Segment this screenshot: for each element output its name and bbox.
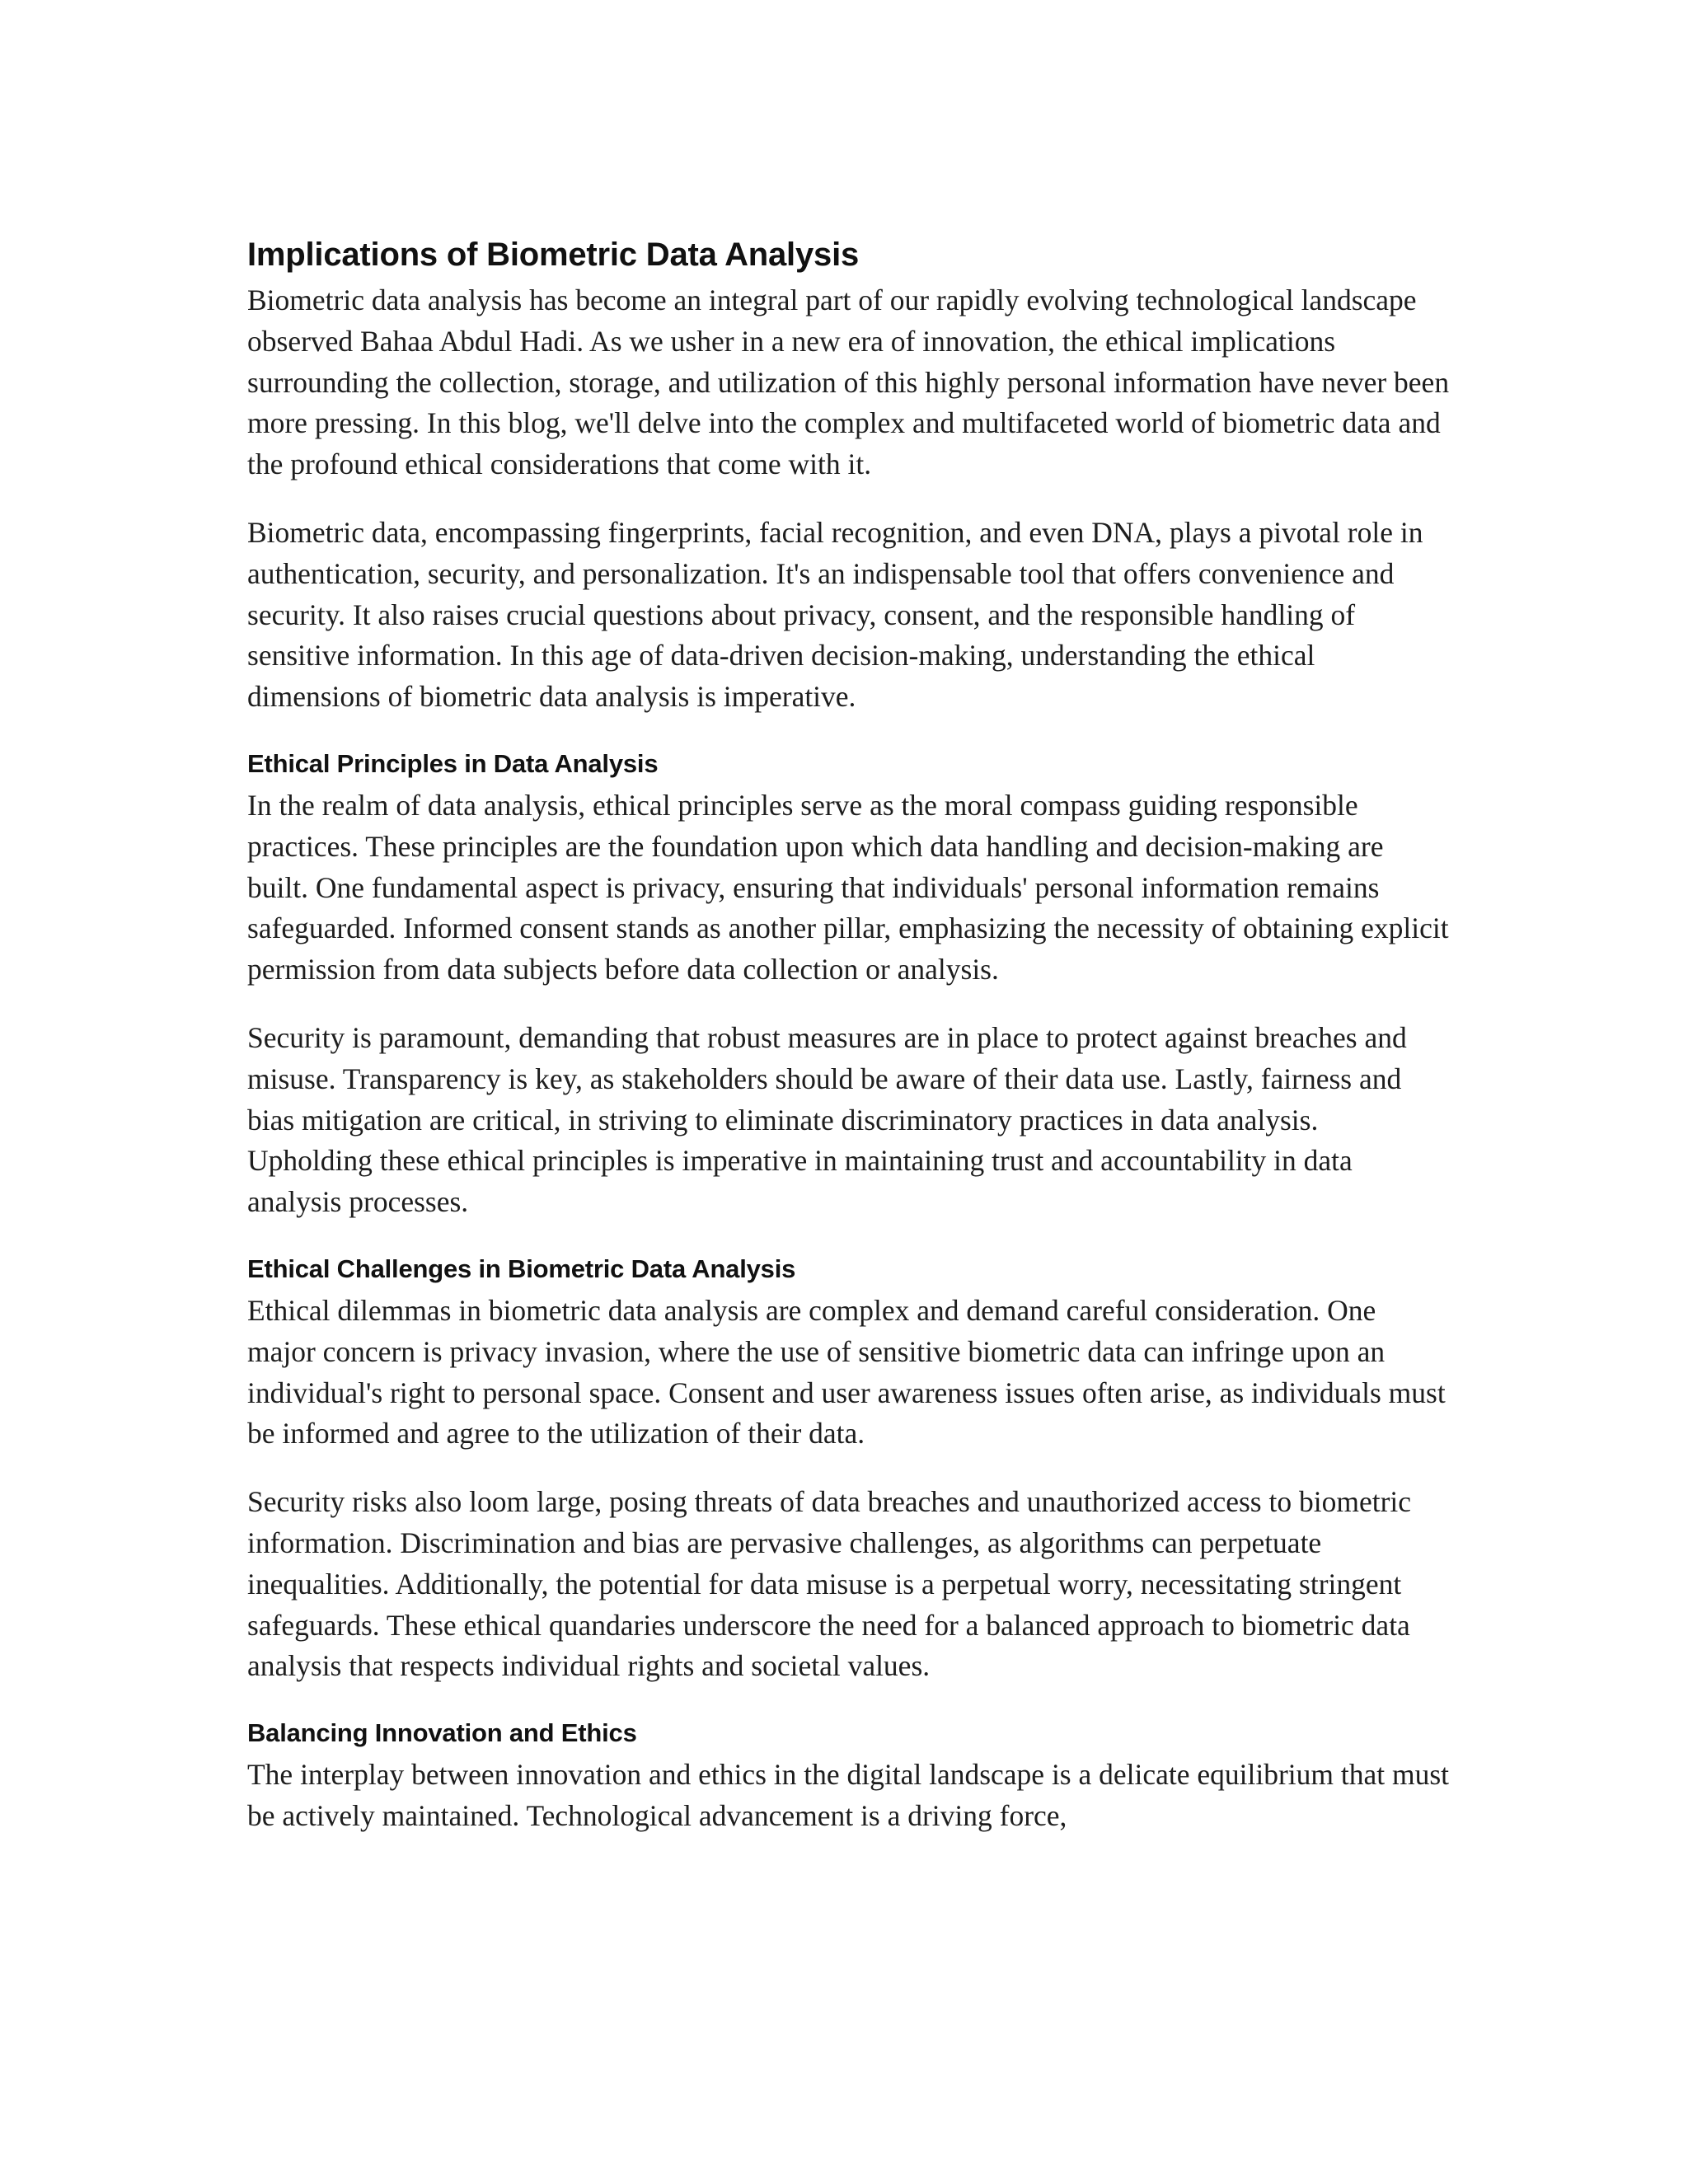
section-heading-ethical-principles: Ethical Principles in Data Analysis — [247, 748, 659, 778]
ethical-principles-paragraph-1: In the realm of data analysis, ethical principles serve as the moral compass guiding responsible practices. These principles are the foundation upon which data handling and decision-making are built. One fundamental aspect is privacy, ensuring that individuals' personal information remains safeguarded. Informed consent stands as another pillar, emphasizing the necessity of obtaining explicit permission from data subjects before data collection or analysis. — [247, 788, 1449, 987]
section-heading-balancing-innovation: Balancing Innovation and Ethics — [247, 1718, 637, 1748]
balancing-innovation-paragraph-1: The interplay between innovation and ethics in the digital landscape is a delicate equilibrium that must be actively maintained. Technological advancement is a driving force, — [247, 1758, 1450, 1832]
ethical-principles-paragraph-2: Security is paramount, demanding that robust measures are in place to protect against breaches and misuse. Transparency is key, as stakeholders should be aware of their data use. Lastly, fairness and bias mitigation are critical, in striving to eliminate discriminatory practices in data analysis. Upholding these ethical principles is imperative in maintaining trust and accountability in data analysis processes. — [247, 1020, 1407, 1219]
intro-paragraph-2: Biometric data, encompassing fingerprints, facial recognition, and even DNA, plays a pivotal role in authentication, security, and personalization. It's an indispensable tool that offers convenience and security. It also raises crucial questions about privacy, consent, and the responsible handling of sensitive information. In this age of data-driven decision-making, understanding the ethical dimensions of biometric data analysis is imperative. — [247, 515, 1423, 714]
ethical-challenges-paragraph-1: Ethical dilemmas in biometric data analysis are complex and demand careful consideration. One major concern is privacy invasion, where the use of sensitive biometric data can infringe upon an individual's right to personal space. Consent and user awareness issues often arise, as individuals must be informed and agree to the utilization of their data. — [247, 1293, 1446, 1451]
section-heading-ethical-challenges: Ethical Challenges in Biometric Data Analysis — [247, 1254, 796, 1283]
document-body — [247, 229, 1451, 1837]
intro-paragraph-1: Biometric data analysis has become an integral part of our rapidly evolving technological landscape observed Bahaa Abdul Hadi. As we usher in a new era of innovation, the ethical implications surrounding the collection, storage, and utilization of this highly personal information have never been more pressing. In this blog, we'll delve into the complex and multifaceted world of biometric data and the profound ethical considerations that come with it. — [247, 284, 1450, 481]
document-title: Implications of Biometric Data Analysis — [247, 237, 860, 273]
ethical-challenges-paragraph-2: Security risks also loom large, posing threats of data breaches and unauthorized access to biometric information. Discrimination and bias are pervasive challenges, as algorithms can perpetuate inequalities. Additionally, the potential for data misuse is a perpetual worry, necessitating stringent safeguards. These ethical quandaries underscore the need for a balanced approach to biometric data analysis that respects individual rights and societal values. — [247, 1485, 1412, 1683]
